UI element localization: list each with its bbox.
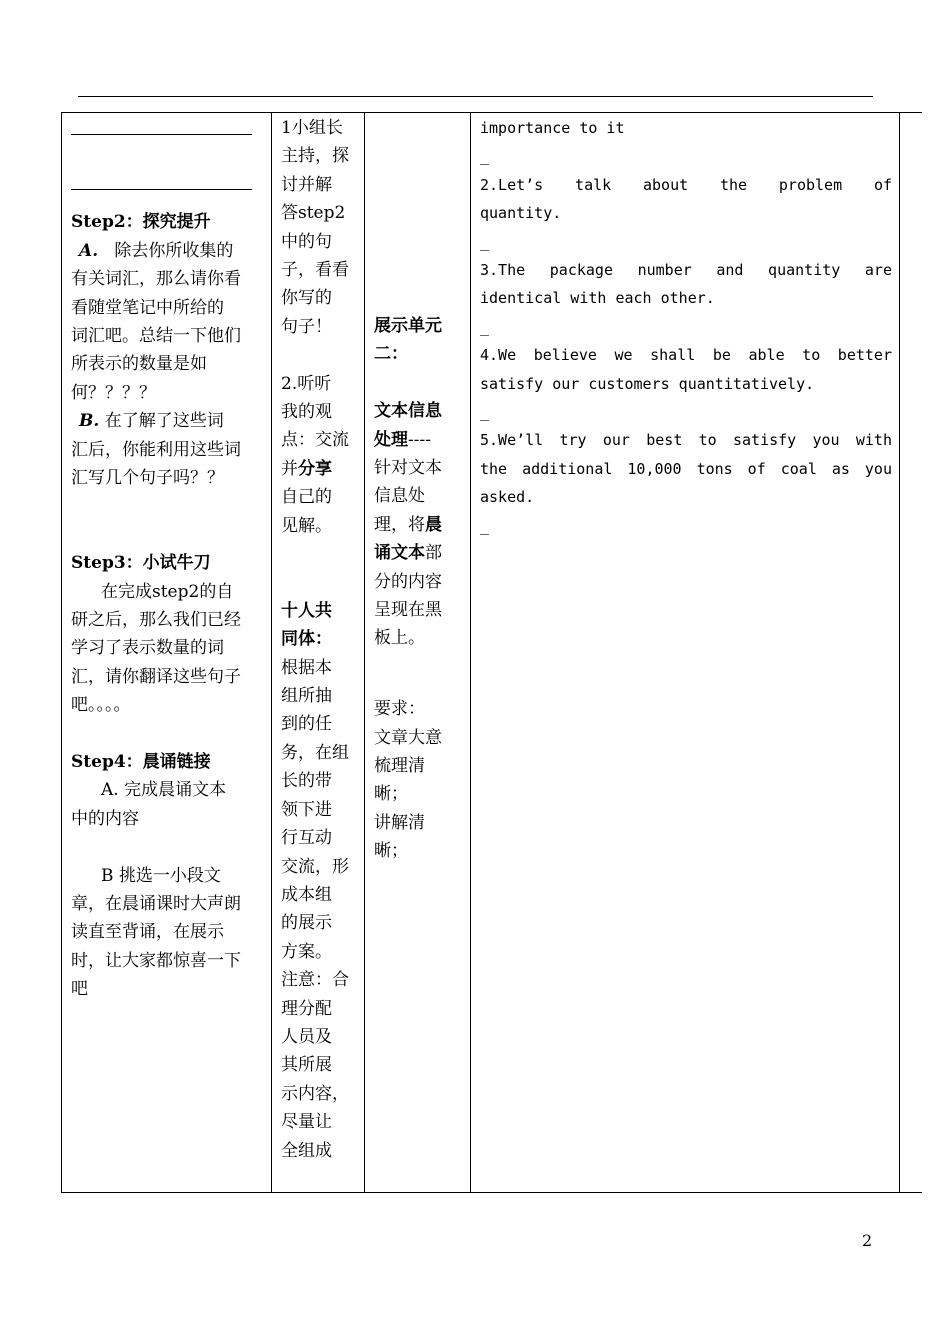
blank-mark: _ [480, 516, 490, 535]
community-line: 方案。 [281, 941, 332, 962]
community-line: 长的带 [281, 771, 332, 792]
step2-a-line: 词汇吧。总结一下他们 [71, 326, 241, 347]
step2-a-first-line: A. 除去你所收集的 [79, 240, 234, 261]
community-title: 同体： [281, 629, 332, 650]
step4-a-line: A. 完成晨诵文本 [101, 780, 227, 801]
requirement-line: 梳理清 [374, 756, 425, 777]
community-line: 成本组 [281, 884, 332, 905]
community-line: 根据本 [281, 657, 332, 678]
blank-mark: _ [480, 147, 490, 166]
text-processing-line: 呈现在黑 [374, 600, 442, 621]
sentence-line: identical with each other. [480, 289, 715, 308]
step4-a-line: 中的内容 [71, 808, 139, 829]
step3-title: Step3：小试牛刀 [71, 553, 211, 574]
step3-line: 学习了表示数量的词 [71, 638, 224, 659]
community-line: 示内容， [281, 1083, 349, 1104]
community-line: 到的任 [281, 714, 332, 735]
step4-b-line: 吧 [71, 979, 88, 1000]
step2-title: Step2：探究提升 [71, 212, 211, 233]
student-activity-column [71, 114, 267, 1004]
sentence-line: 3.The package number and quantity are [480, 261, 892, 279]
group-task-line: 答step2 [281, 203, 346, 224]
community-line: 尽量让 [281, 1112, 332, 1133]
column-divider-2 [364, 112, 365, 1192]
share-task-line: 点：交流 [281, 430, 349, 451]
answer-blank-line [71, 134, 252, 135]
step4-b-line: B 挑选一小段文 [101, 865, 221, 886]
table-border-left [61, 112, 62, 1192]
step4-b-line: 读直至背诵，在展示 [71, 922, 224, 943]
page-number: 2 [862, 1231, 873, 1250]
community-line: 其所展 [281, 1055, 332, 1076]
blank-mark: _ [480, 403, 490, 422]
sentence-line: 5.We’ll try our best to satisfy you with [480, 431, 892, 450]
column-divider-1 [271, 112, 272, 1192]
text-processing-title: 文本信息 [374, 401, 442, 422]
table-top-border [61, 112, 922, 113]
requirement-line: 讲解清 [374, 812, 425, 833]
header-rule [78, 96, 873, 97]
requirement-line: 要求： [374, 699, 425, 720]
step2-b-line: 汇后，你能利用这些词 [71, 439, 241, 460]
text-processing-line: 理，将晨 [374, 514, 442, 535]
community-title: 十人共 [281, 600, 332, 621]
community-line: 交流，形 [281, 856, 349, 877]
group-task-line: 中的句 [281, 231, 332, 252]
text-processing-line: 信息处 [374, 486, 425, 507]
sentence-line: quantity. [480, 204, 562, 223]
sentence-line: 4.We believe we shall be able to better [480, 346, 892, 365]
step3-line: 研之后，那么我们已经 [71, 610, 241, 631]
text-processing-line: 分的内容 [374, 571, 442, 592]
group-task-line: 1小组长 [281, 118, 343, 138]
group-task-line: 子，看看 [281, 260, 349, 281]
blank-mark: _ [480, 317, 490, 336]
step2-a-line: 何？？？？ [71, 382, 156, 403]
requirement-line: 晰； [374, 784, 408, 805]
share-task-line: 自己的 [281, 487, 332, 508]
step3-line: 吧。。。。 [71, 695, 131, 716]
sentence-line: the additional 10,000 tons of coal as you [480, 459, 892, 478]
community-line: 务，在组 [281, 742, 349, 763]
group-task-line: 主持，探 [281, 146, 349, 167]
community-line: 的展示 [281, 913, 332, 934]
community-line: 组所抽 [281, 686, 332, 707]
column-divider-3 [470, 112, 471, 1192]
table-bottom-border [61, 1192, 922, 1193]
sentence-line: satisfy our customers quantitatively. [480, 374, 815, 393]
step4-title: Step4：晨诵链接 [71, 752, 211, 773]
community-line: 理分配 [281, 998, 332, 1019]
step2-a-line: 有关词汇，那么请你看 [71, 269, 241, 290]
community-line: 领下进 [281, 799, 332, 820]
share-task-line: 2.听听 [281, 373, 332, 394]
step2-a-line: 看随堂笔记中所给的 [71, 297, 224, 318]
community-line: 注意：合 [281, 970, 349, 991]
group-task-line: 你写的 [281, 288, 332, 309]
sentence-line: asked. [480, 488, 535, 507]
step4-b-line: 时，让大家都惊喜一下 [71, 950, 241, 971]
community-line: 全组成 [281, 1140, 332, 1161]
requirement-line: 文章大意 [374, 727, 442, 748]
share-task-line: 并分享 [281, 458, 332, 479]
group-task-line: 句子！ [281, 316, 332, 337]
step2-a-line: 所表示的数量是如 [71, 354, 207, 375]
community-line: 人员及 [281, 1026, 332, 1047]
step2-b-first-line: B. 在了解了这些词 [79, 411, 224, 432]
share-task-line: 我的观 [281, 402, 332, 423]
group-activity-column [281, 114, 361, 1165]
blank-mark: _ [480, 232, 490, 251]
share-task-line: 见解。 [281, 515, 332, 536]
text-processing-line: 诵文本部 [374, 543, 442, 564]
sentences-column [480, 114, 892, 540]
display-unit-title: 二： [374, 344, 408, 365]
step3-line: 汇，请你翻译这些句子 [71, 666, 241, 687]
display-unit-column [374, 312, 464, 866]
sentence-line: importance to it [480, 119, 625, 137]
community-line: 行互动 [281, 828, 332, 849]
text-processing-line: 针对文本 [374, 458, 442, 479]
display-unit-title: 展示单元 [374, 316, 442, 336]
step2-b-line: 汇写几个句子吗？？ [71, 468, 224, 489]
requirement-line: 晰； [374, 841, 408, 862]
text-processing-title: 处理---- [374, 429, 431, 450]
sentence-line: 2.Let’s talk about the problem of [480, 175, 892, 194]
step3-line: 在完成step2的自 [101, 581, 234, 602]
group-task-line: 讨并解 [281, 174, 332, 195]
text-processing-line: 板上。 [374, 628, 425, 649]
step4-b-line: 章，在晨诵课时大声朗 [71, 894, 241, 915]
column-divider-4 [899, 112, 900, 1192]
